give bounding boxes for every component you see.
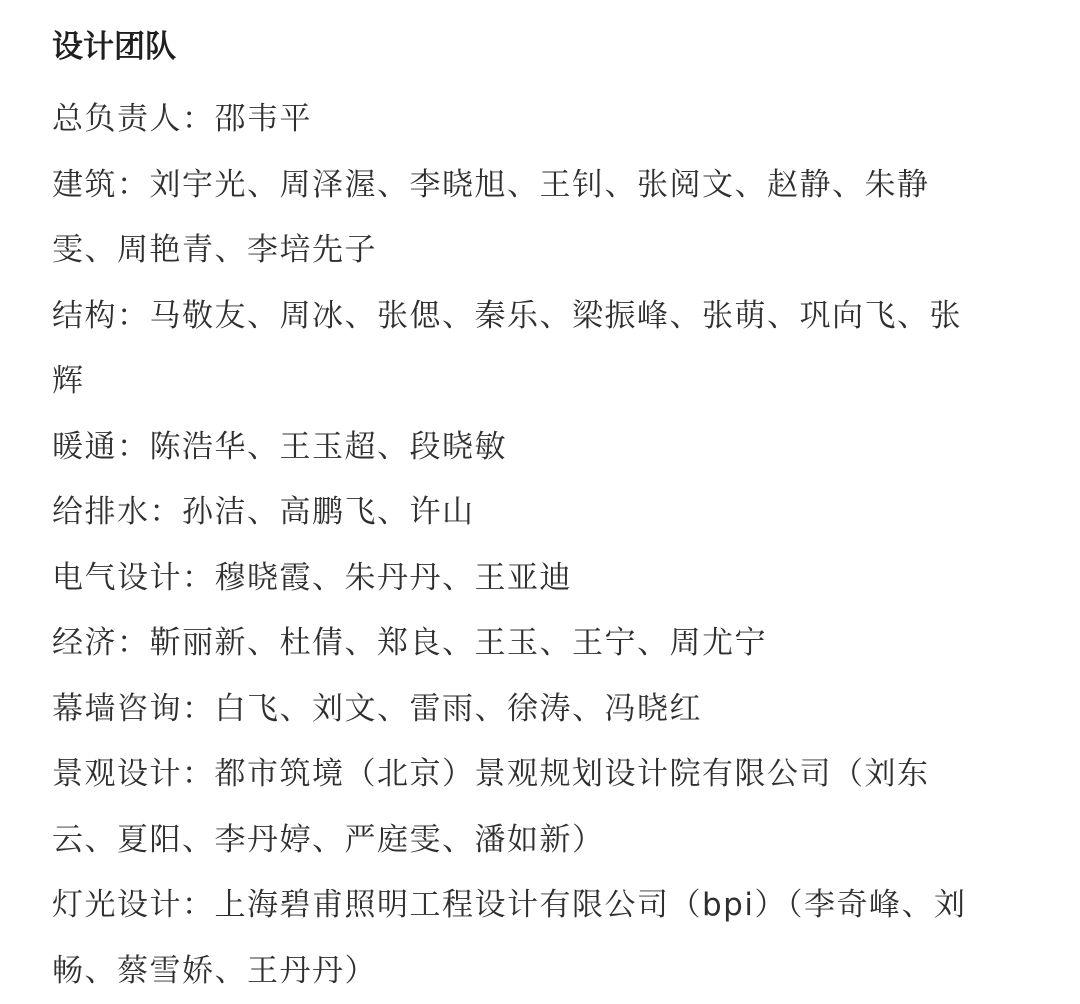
text-line-plumbing: 给排水：孙洁、高鹏飞、许山 xyxy=(52,480,1032,546)
text-line-architecture: 建筑：刘宇光、周泽渥、李晓旭、王钊、张阅文、赵静、朱静 xyxy=(52,153,1032,219)
text-line-landscape: 景观设计：都市筑境（北京）景观规划设计院有限公司（刘东 xyxy=(52,742,1032,808)
text-line-structure-cont: 辉 xyxy=(52,349,1032,415)
text-line-economics: 经济：靳丽新、杜倩、郑良、王玉、王宁、周尤宁 xyxy=(52,611,1032,677)
document-body xyxy=(52,22,1032,1004)
text-line-curtain-wall: 幕墙咨询：白飞、刘文、雷雨、徐涛、冯晓红 xyxy=(52,677,1032,743)
section-heading: 设计团队 xyxy=(52,22,1032,72)
text-line-hvac: 暖通：陈浩华、王玉超、段晓敏 xyxy=(52,415,1032,481)
text-line-lighting-cont: 畅、蔡雪娇、王丹丹） xyxy=(52,939,1032,1004)
text-line-lighting: 灯光设计：上海碧甫照明工程设计有限公司（bpi）（李奇峰、刘 xyxy=(52,873,1032,939)
text-line-electrical: 电气设计：穆晓霞、朱丹丹、王亚迪 xyxy=(52,546,1032,612)
text-line-landscape-cont: 云、夏阳、李丹婷、严庭雯、潘如新） xyxy=(52,808,1032,874)
text-line-architecture-cont: 雯、周艳青、李培先子 xyxy=(52,218,1032,284)
text-line-chief: 总负责人：邵韦平 xyxy=(52,87,1032,153)
text-line-structure: 结构：马敬友、周冰、张偲、秦乐、梁振峰、张萌、巩向飞、张 xyxy=(52,284,1032,350)
